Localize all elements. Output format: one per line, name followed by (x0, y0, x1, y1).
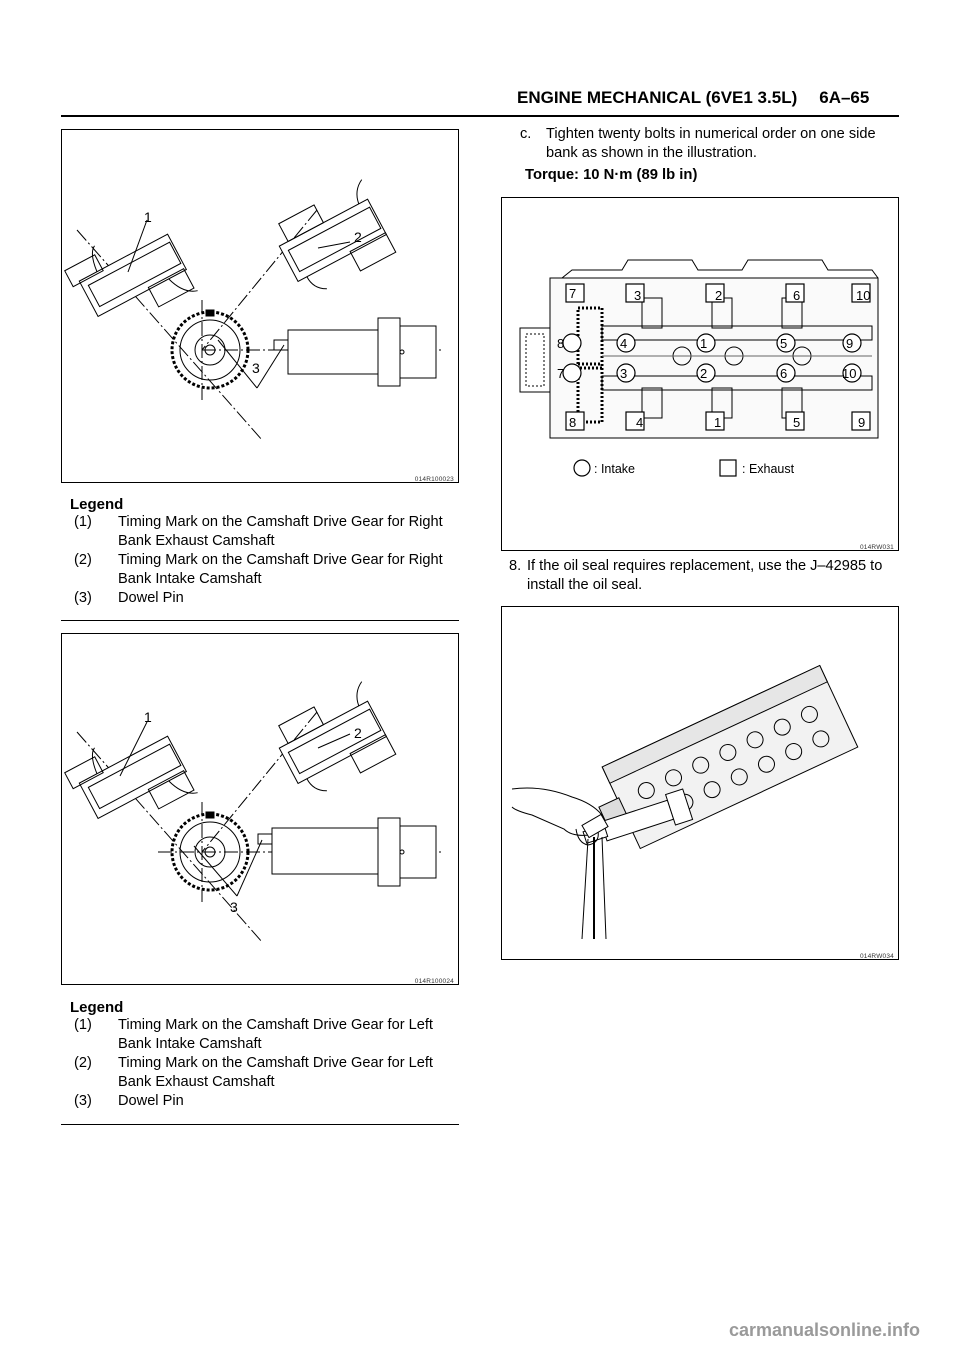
site-watermark: carmanualsonline.info (728, 1320, 920, 1340)
legend-item (74, 1092, 460, 1111)
bolt-number: 10 (842, 366, 857, 381)
exhaust-symbol-icon (720, 460, 736, 476)
bolt-number: 2 (700, 366, 708, 381)
header-title: ENGINE MECHANICAL (6VE1 3.5L) (517, 88, 798, 107)
bolt-number: 9 (858, 415, 866, 430)
bolt-number: 4 (620, 336, 628, 351)
callout-3: 3 (252, 360, 260, 376)
bolt-number: 2 (715, 288, 723, 303)
legend-num: (3) (74, 1093, 92, 1109)
callout-1: 1 (144, 209, 152, 225)
callout-3: 3 (230, 899, 238, 915)
legend-item (74, 589, 460, 608)
bolt-number: 1 (714, 415, 722, 430)
bolt-number: 8 (569, 415, 577, 430)
legend-exhaust-label: : Exhaust (742, 462, 795, 476)
bolt-number: 8 (557, 336, 565, 351)
legend-text: Timing Mark on the Camshaft Drive Gear for Right Bank Exhaust Camshaft (118, 514, 443, 549)
bolt-number: 3 (620, 366, 628, 381)
figure-oil-seal-install (501, 606, 899, 960)
step-text: If the oil seal requires replacement, use the J–42985 to install the oil seal. (527, 558, 883, 593)
callout-2: 2 (354, 229, 362, 245)
figure-code: 014R100023 (414, 476, 454, 483)
legend-num: (1) (74, 1017, 92, 1033)
bolt-number: 7 (569, 286, 577, 301)
legend-right-bank (70, 496, 460, 608)
bolt-number: 5 (793, 415, 801, 430)
legend-item (74, 1016, 460, 1054)
legend-num: (3) (74, 590, 92, 606)
figure-code: 014R100024 (414, 978, 454, 985)
bolt-number: 5 (780, 336, 788, 351)
section-rule (61, 1124, 459, 1125)
section-number: 6A–65 (819, 88, 870, 107)
legend-item (74, 513, 460, 551)
cylinder-head-diagram (502, 198, 898, 550)
legend-title: Legend (70, 496, 124, 513)
step-8 (509, 557, 901, 595)
figure-right-bank-timing (61, 129, 459, 483)
legend-text: Dowel Pin (118, 1093, 184, 1109)
torque-spec: Torque: 10 N·m (89 lb in) (525, 167, 698, 183)
section-rule (61, 620, 459, 621)
legend-text: Timing Mark on the Camshaft Drive Gear for Right Bank Intake Camshaft (118, 552, 443, 587)
legend-intake-label: : Intake (594, 462, 635, 476)
bolt-number: 9 (846, 336, 854, 351)
bolt-number: 7 (557, 366, 565, 381)
figure-code: 014RW031 (859, 544, 894, 551)
figure-left-bank-timing (61, 633, 459, 985)
step-c (520, 125, 905, 163)
legend-num: (2) (74, 552, 92, 568)
legend-item (74, 1054, 460, 1092)
legend-text: Dowel Pin (118, 590, 184, 606)
legend-text: Timing Mark on the Camshaft Drive Gear for Left Bank Exhaust Camshaft (118, 1055, 433, 1090)
step-text: Tighten twenty bolts in numerical order on one side bank as shown in the illustration. (546, 126, 876, 161)
legend-left-bank (70, 999, 460, 1111)
step-marker: c. (520, 126, 532, 142)
legend-title: Legend (70, 999, 124, 1016)
callout-2: 2 (354, 725, 362, 741)
bolt-number: 10 (856, 288, 871, 303)
bolt-number: 1 (700, 336, 708, 351)
legend-item (74, 551, 460, 589)
bolt-number: 4 (636, 415, 644, 430)
oil-seal-illustration (502, 607, 898, 959)
legend-num: (1) (74, 514, 92, 530)
timing-diagram-right (62, 130, 458, 482)
header-rule (61, 115, 899, 117)
timing-diagram-left (62, 634, 458, 984)
bolt-number: 6 (793, 288, 801, 303)
step-marker: 8. (509, 558, 522, 574)
figure-bolt-sequence (501, 197, 899, 551)
page-header (517, 88, 897, 108)
legend-text: Timing Mark on the Camshaft Drive Gear for Left Bank Intake Camshaft (118, 1017, 433, 1052)
bolt-number: 6 (780, 366, 788, 381)
bolt-number: 3 (634, 288, 642, 303)
legend-num: (2) (74, 1055, 92, 1071)
callout-1: 1 (144, 709, 152, 725)
figure-code: 014RW034 (859, 953, 894, 960)
intake-symbol-icon (574, 460, 590, 476)
